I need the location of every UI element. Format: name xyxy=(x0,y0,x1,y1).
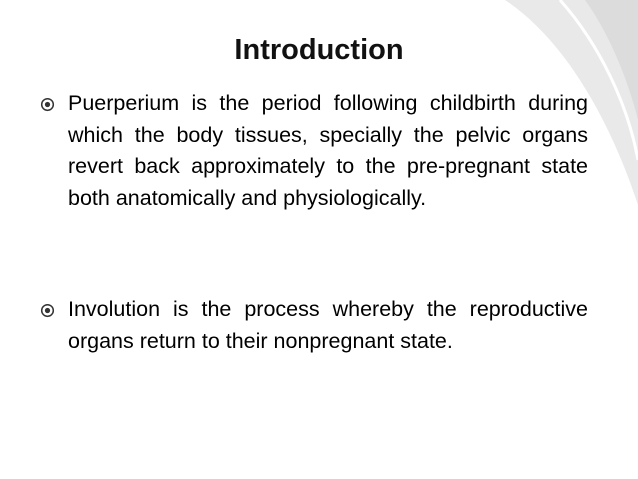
bullet-text: Involution is the process whereby the reproductive organs return to their nonpregnant state. xyxy=(68,297,588,353)
circled-dot-bullet-icon xyxy=(40,97,55,112)
circled-dot-bullet-icon xyxy=(40,303,55,318)
bullet-text: Puerperium is the period following childbirth during which the body tissues, specially the pelvic organs revert back approximately to the pre-pregnant state both anatomically and physiologically. xyxy=(68,91,588,210)
slide-title: Introduction xyxy=(234,34,404,66)
